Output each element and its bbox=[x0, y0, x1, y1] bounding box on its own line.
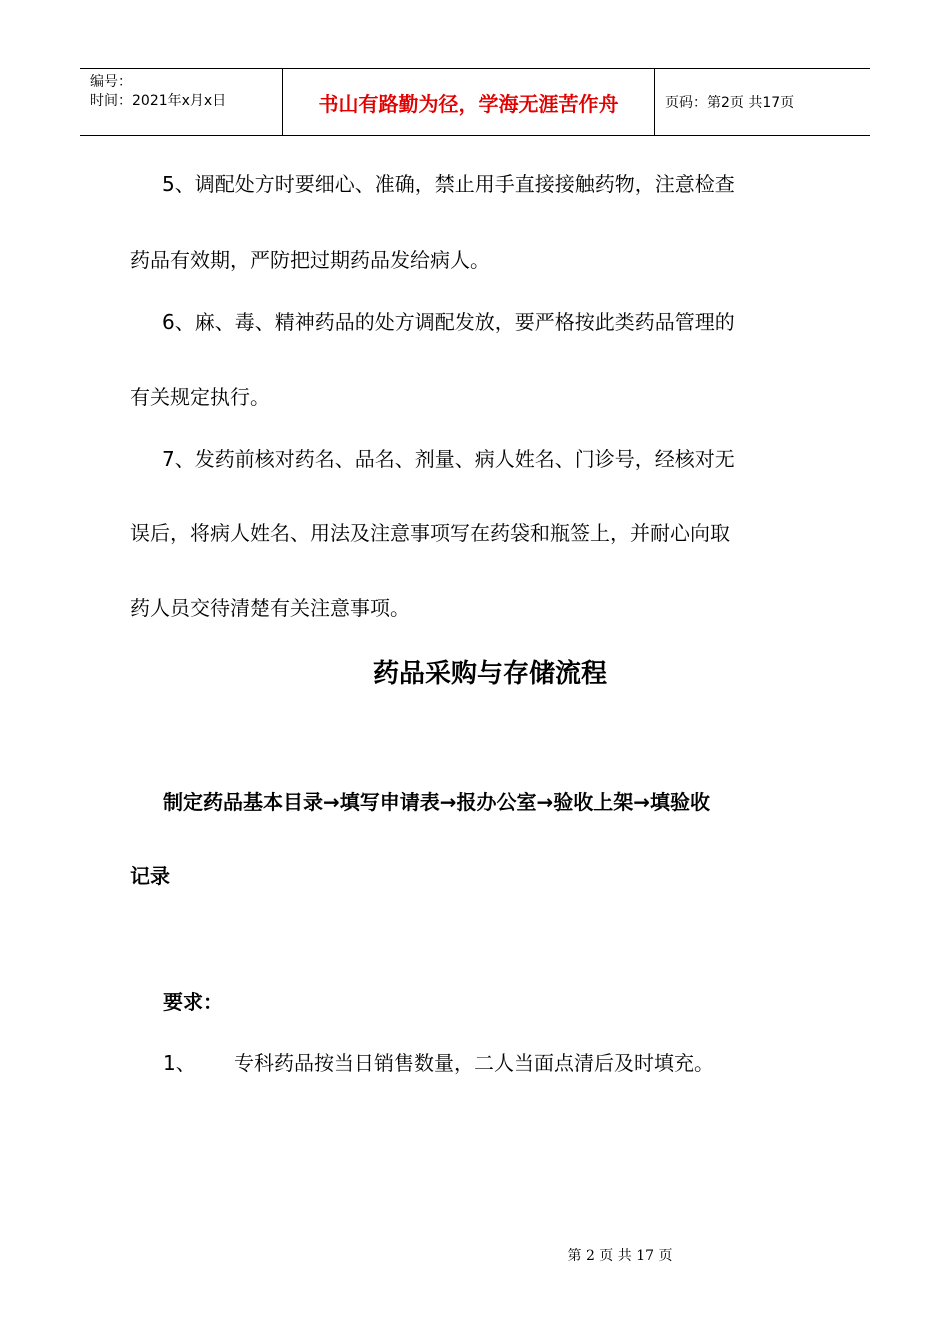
section-title: 药品采购与存储流程 bbox=[372, 659, 607, 689]
page-footer: 第 2 页 共 17 页 bbox=[567, 1248, 673, 1264]
body-line-6: 误后，将病人姓名、用法及注意事项写在药袋和瓶签上，并耐心向取 bbox=[130, 521, 730, 545]
body-line-7: 药人员交待清楚有关注意事项。 bbox=[130, 596, 410, 620]
flow-line-1: 制定药品基本目录→填写申请表→报办公室→验收上架→填验收 bbox=[163, 790, 711, 814]
body-line-1: 5、调配处方时要细心、准确，禁止用手直接接触药物，注意检查 bbox=[162, 172, 735, 196]
header-left-cell bbox=[80, 69, 282, 135]
header-motto: 书山有路勤为径，学海无涯苦作舟 bbox=[282, 69, 655, 135]
requirements-label: 要求： bbox=[163, 990, 223, 1014]
body-line-4: 有关规定执行。 bbox=[130, 385, 270, 409]
header-table bbox=[80, 68, 870, 136]
time-label: 时间：2021年x月x日 bbox=[90, 93, 227, 109]
body-line-2: 药品有效期，严防把过期药品发给病人。 bbox=[130, 248, 490, 272]
body-line-3: 6、麻、毒、精神药品的处方调配发放，要严格按此类药品管理的 bbox=[162, 310, 735, 334]
flow-line-2: 记录 bbox=[130, 864, 170, 888]
body-line-5: 7、发药前核对药名、品名、剂量、病人姓名、门诊号，经核对无 bbox=[162, 447, 735, 471]
number-label: 编号： bbox=[90, 74, 132, 90]
header-page-info: 页码：第2页 共17页 bbox=[665, 95, 795, 111]
req-1-number: 1、 bbox=[163, 1051, 196, 1075]
req-1-text: 专科药品按当日销售数量，二人当面点清后及时填充。 bbox=[234, 1051, 714, 1075]
